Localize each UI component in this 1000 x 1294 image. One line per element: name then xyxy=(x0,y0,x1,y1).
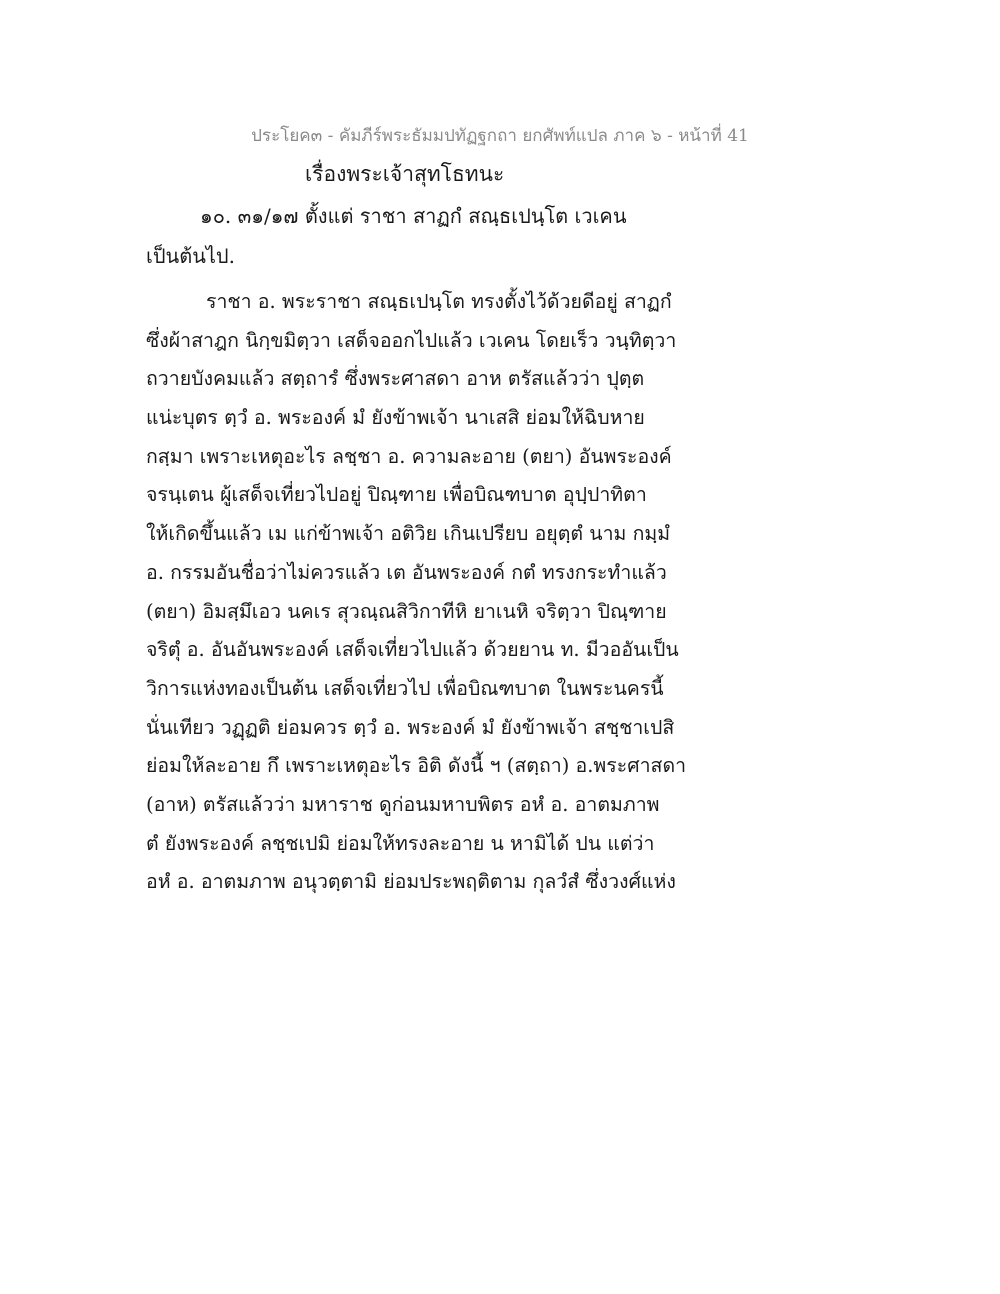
body-line: ซึ่งผ้าสาฎก นิกฺขมิตฺวา เสด็จออกไปแล้ว เวเคน โดยเร็ว วนฺทิตฺวา xyxy=(146,328,677,352)
story-title: เรื่องพระเจ้าสุทโธทนะ xyxy=(305,162,505,186)
body-line: อหํ อ. อาตมภาพ อนุวตฺตามิ ย่อมประพฤติตาม กุลวํสํ ซึ่งวงศ์แห่ง xyxy=(146,870,676,894)
body-line: ย่อมให้ละอาย กึ เพราะเหตุอะไร อิติ ดังนี้ ฯ (สตฺถา) อ.พระศาสดา xyxy=(146,754,687,778)
body-line: ราชา อ. พระราชา สณฺธเปนฺโต ทรงตั้งไว้ด้วยดีอยู่ สาฏกํ xyxy=(206,290,672,313)
body-line: ถวายบังคมแล้ว สตฺถารํ ซึ่งพระศาสดา อาห ตรัสแล้วว่า ปุตฺต xyxy=(146,367,645,391)
body-line: กสฺมา เพราะเหตุอะไร ลชฺชา อ. ความละอาย (ตยา) อันพระองค์ xyxy=(146,444,672,468)
body-line: อ. กรรมอันชื่อว่าไม่ควรแล้ว เต อันพระองค์ กตํ ทรงกระทำแล้ว xyxy=(146,560,667,584)
running-header: ประโยค๓ - คัมภีร์พระธัมมปทัฏฐกถา ยกศัพท์แปล ภาค ๖ - หน้าที่ 41 xyxy=(251,126,749,146)
reference-continuation: เป็นต้นไป. xyxy=(146,244,235,268)
body-line: ตํ ยังพระองค์ ลชฺชเปมิ ย่อมให้ทรงละอาย น หามิได้ ปน แต่ว่า xyxy=(146,831,655,855)
body-line: จรนฺเตน ผู้เสด็จเที่ยวไปอยู่ ปิณฺฑาย เพื่อบิณฑบาต อุปฺปาทิตา xyxy=(146,483,647,507)
body-line: นั่นเทียว วฏฺฏติ ย่อมควร ตฺวํ อ. พระองค์ มํ ยังข้าพเจ้า สชฺชาเปสิ xyxy=(146,715,675,739)
body-line: วิการแห่งทองเป็นต้น เสด็จเที่ยวไป เพื่อบิณฑบาต ในพระนครนี้ xyxy=(146,676,664,700)
body-text xyxy=(146,283,746,902)
body-line: (ตยา) อิมสฺมึเอว นคเร สุวณฺณสิวิกาทีหิ ยาเนหิ จริตฺวา ปิณฺฑาย xyxy=(146,599,667,623)
body-line: ให้เกิดขึ้นแล้ว เม แก่ข้าพเจ้า อติวิย เกินเปรียบ อยุตฺตํ นาม กมฺมํ xyxy=(146,522,671,546)
body-line: (อาห) ตรัสแล้วว่า มหาราช ดูก่อนมหาบพิตร อหํ อ. อาตมภาพ xyxy=(146,792,660,816)
body-line: แน่ะบุตร ตฺวํ อ. พระองค์ มํ ยังข้าพเจ้า นาเสสิ ย่อมให้ฉิบหาย xyxy=(146,406,645,430)
body-line: จริตุํ อ. อันอันพระองค์ เสด็จเที่ยวไปแล้ว ด้วยยาน ท. มีวออันเป็น xyxy=(146,638,679,662)
reference-line: ๑๐. ๓๑/๑๗ ตั้งแต่ ราชา สาฏกํ สณฺธเปนฺโต เวเคน xyxy=(200,204,627,228)
